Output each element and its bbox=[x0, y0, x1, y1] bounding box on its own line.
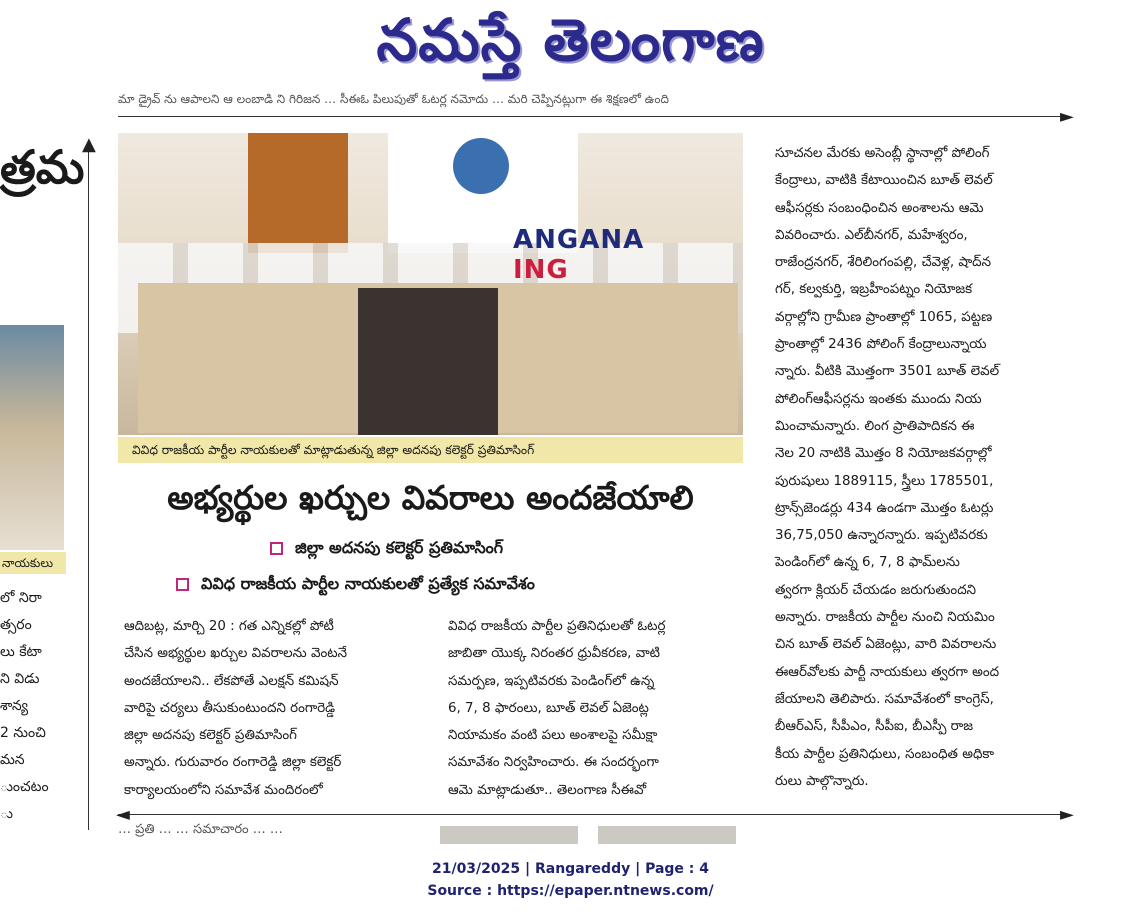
page-footer bbox=[0, 858, 1141, 902]
text-line: కేంద్రాలు, వాటికి కేటాయించిన బూత్ లెవల్ bbox=[775, 173, 993, 189]
bottom-teaser-strip: … ప్రతి … … సమాచారం … … bbox=[118, 822, 283, 837]
column-divider-left bbox=[88, 140, 89, 830]
arrow-up-icon: ▲ bbox=[82, 134, 96, 155]
arrow-right-icon: ► bbox=[1060, 106, 1074, 127]
article-bullet: జిల్లా అదనపు కలెక్టర్ ప్రతిమాసింగ్ bbox=[270, 538, 503, 561]
text-line: గర్, కల్వకుర్తి, ఇబ్రహీంపట్నం నియోజక bbox=[775, 282, 973, 298]
left-line: మన bbox=[0, 752, 25, 768]
text-line: జిల్లా అదనపు కలెక్టర్ ప్రతిమాసింగ్ bbox=[124, 728, 297, 744]
text-line: అందజేయాలని.. లేకపోతే ఎలక్షన్ కమిషన్ bbox=[124, 673, 339, 689]
article-headline: అభ్యర్థుల ఖర్చుల వివరాలు అందజేయాలి bbox=[167, 478, 694, 517]
newspaper-title: నమస్తే తెలంగాణ bbox=[376, 6, 765, 74]
left-article-photo bbox=[0, 325, 64, 550]
text-line: వారిపై చర్యలు తీసుకుంటుందని రంగారెడ్డి bbox=[124, 700, 336, 716]
text-line: ఈఆర్‌వోలకు పార్టీ నాయకులు త్వరగా అంద bbox=[775, 664, 1000, 680]
text-line: పోలింగ్‌ఆఫీసర్లను ఇంతకు ముందు నియ bbox=[775, 391, 982, 407]
bottom-divider bbox=[118, 814, 1068, 815]
top-divider bbox=[118, 116, 1068, 117]
article-column-2 bbox=[448, 613, 744, 813]
left-line: త్సరం bbox=[0, 617, 32, 633]
text-line: ఆమె మాట్లాడుతూ.. తెలంగాణ సీఈవో bbox=[448, 782, 647, 798]
text-line: కీయ పార్టీల ప్రతినిధులు, సంబంధిత అధికా bbox=[775, 746, 995, 762]
text-line: ట్రాన్స్‌జెండర్లు 434 ఉండగా మొత్తం ఓటర్లు bbox=[775, 500, 994, 516]
left-article-caption: నాయకులు bbox=[0, 552, 66, 574]
text-line: రులు పాల్గొన్నారు. bbox=[775, 773, 869, 789]
text-line: నియామకం వంటి పలు అంశాలపై సమీక్షా bbox=[448, 728, 658, 744]
left-article-headline: త్రమ bbox=[0, 140, 85, 194]
text-line: ఆఫీసర్లకు సంబంధించిన అంశాలను ఆమె bbox=[775, 200, 984, 216]
left-line: 2 నుంచి bbox=[0, 725, 46, 741]
bullet-square-icon bbox=[270, 542, 283, 555]
text-line: అన్నారు. రాజకీయ పార్టీల నుంచి నియమిం bbox=[775, 610, 995, 626]
text-line: ప్రాంతాల్లో 2436 పోలింగ్ కేంద్రాలున్నాయ bbox=[775, 337, 987, 353]
left-line: లో నిరా bbox=[0, 590, 42, 606]
footer-source-link[interactable]: Source : https://epaper.ntnews.com/ bbox=[427, 883, 714, 899]
left-line: ని విడు bbox=[0, 671, 40, 687]
text-line: పెండింగ్‌లో ఉన్న 6, 7, 8 ఫామ్‌లను bbox=[775, 555, 960, 571]
text-line: 36,75,050 ఉన్నారన్నారు. ఇప్పటివరకు bbox=[775, 528, 988, 544]
text-line: చిన బూత్ లెవల్ ఏజెంట్లు, వారి వివరాలను bbox=[775, 637, 997, 653]
meeting-photo bbox=[118, 133, 743, 435]
text-line: పురుషులు 1889115, స్త్రీలు 1785501, bbox=[775, 473, 994, 489]
text-line: జేయాలని తెలిపారు. సమావేశంలో కాంగ్రెస్, bbox=[775, 691, 994, 707]
text-line: సూచనల మేరకు అసెంబ్లీ స్థానాల్లో పోలింగ్ bbox=[775, 146, 990, 161]
telangana-logo-icon bbox=[453, 138, 509, 194]
text-line: అన్నారు. గురువారం రంగారెడ్డి జిల్లా కలెక్టర్ bbox=[124, 755, 342, 771]
text-line: జాబితా యొక్క నిరంతర ధ్రువీకరణ, వాటి bbox=[448, 646, 661, 662]
text-line: చేసిన అభ్యర్థుల ఖర్చుల వివరాలను వెంటనే bbox=[124, 646, 347, 662]
article-column-3 bbox=[775, 140, 1075, 810]
text-line: సమావేశం నిర్వహించారు. ఈ సందర్భంగా bbox=[448, 755, 659, 771]
bullet-square-icon bbox=[176, 578, 189, 591]
photo-caption: వివిధ రాజకీయ పార్టీల నాయకులతో మాట్లాడుతున్న జిల్లా అదనపు కలెక్టర్ ప్రతిమాసింగ్ bbox=[118, 437, 743, 463]
text-line: కార్యాలయంలోని సమావేశ మందిరంలో bbox=[124, 782, 323, 798]
article-column-1 bbox=[124, 613, 442, 813]
text-line: 6, 7, 8 ఫారంలు, బూత్ లెవల్ ఏజెంట్ల bbox=[448, 700, 649, 716]
text-line: వివిధ రాజకీయ పార్టీల ప్రతినిధులతో ఓటర్ల bbox=[448, 619, 666, 634]
left-line: ు bbox=[0, 806, 13, 822]
left-line: శాన్య bbox=[0, 698, 28, 714]
text-line: నెల 20 నాటికి మొత్తం 8 నియోజకవర్గాల్లో bbox=[775, 446, 992, 462]
text-line: ఆదిబట్ల, మార్చి 20 : గత ఎన్నికల్లో పోటీ bbox=[124, 619, 334, 634]
left-article-text bbox=[0, 585, 66, 828]
text-line: వివరించారు. ఎల్‌బీనగర్, మహేశ్వరం, bbox=[775, 227, 968, 243]
masthead bbox=[0, 0, 1141, 92]
text-line: మించామన్నారు. లింగ ప్రాతిపాదికన ఈ bbox=[775, 418, 975, 434]
article-bullet: వివిధ రాజకీయ పార్టీల నాయకులతో ప్రత్యేక సమావేశం bbox=[176, 574, 535, 597]
text-line: బీఆర్ఎస్, సీపీఎం, సీపీఐ, బీఎస్పీ రాజ bbox=[775, 719, 973, 735]
left-line: లు కేటా bbox=[0, 644, 42, 660]
photo-table-center bbox=[358, 288, 498, 435]
bottom-thumbnail-photo bbox=[440, 826, 578, 844]
bottom-thumbnail-photo bbox=[598, 826, 736, 844]
top-teaser-strip: మా డ్రైవ్ ను ఆపాలని ఆ లంబాడి ని గిరిజన … సీఈఓ పిలుపుతో ఓటర్ల నమోదు … మరి చెప్పినట్లుగా ఈ శిక్షణలో ఉంది bbox=[118, 92, 669, 106]
text-line: సమర్పణ, ఇప్పటివరకు పెండింగ్‌లో ఉన్న bbox=[448, 673, 655, 689]
text-line: వర్గాల్లోని గ్రామీణ ప్రాంతాల్లో 1065, పట్టణ bbox=[775, 309, 993, 325]
text-line: త్వరగా క్లియర్ చేయడం జరుగుతుందని bbox=[775, 582, 977, 598]
left-line: ుంచటం bbox=[0, 779, 49, 795]
footer-date-page: 21/03/2025 | Rangareddy | Page : 4 bbox=[431, 861, 710, 877]
text-line: రాజేంద్రనగర్, శేరిలింగంపల్లి, చేవెళ్ల, షాద్‌న bbox=[775, 255, 991, 271]
photo-wall-panel bbox=[248, 133, 348, 253]
arrow-left-icon: ◄ bbox=[116, 804, 130, 825]
photo-board-text: ANGANA ING bbox=[513, 225, 645, 285]
text-line: న్నారు. వీటికి మొత్తంగా 3501 బూత్ లెవల్ bbox=[775, 364, 1000, 380]
left-adjacent-article bbox=[0, 118, 85, 838]
arrow-right-icon: ► bbox=[1060, 804, 1074, 825]
